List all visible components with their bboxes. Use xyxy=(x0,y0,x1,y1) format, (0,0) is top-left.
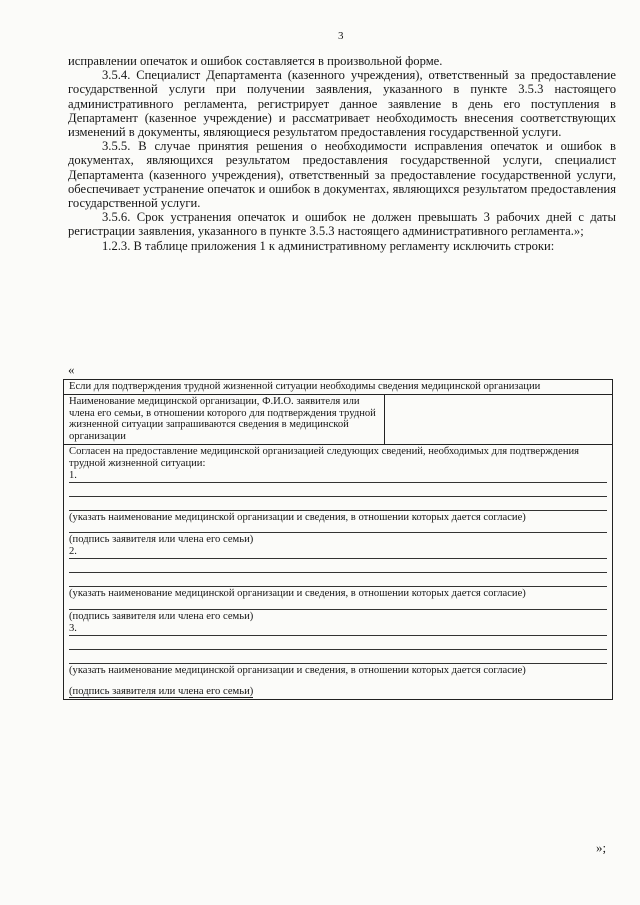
blank-line xyxy=(69,497,607,511)
item-signature-caption: (подпись заявителя или члена его семьи) xyxy=(69,610,254,622)
item-number: 3. xyxy=(69,622,77,634)
blank-line xyxy=(69,636,607,650)
item-note: (указать наименование медицинской организации и сведения, в отношении которых дается согласие) xyxy=(69,511,526,523)
item-note: (указать наименование медицинской организации и сведения, в отношении которых дается согласие) xyxy=(69,588,526,600)
page-number: 3 xyxy=(338,30,344,42)
item-signature-caption: (подпись заявителя или члена его семьи) xyxy=(69,534,254,546)
item-number-line xyxy=(69,623,607,636)
item-number: 2. xyxy=(69,546,77,558)
quote-close: »; xyxy=(596,840,607,855)
blank-line xyxy=(69,559,607,573)
quote-open: « xyxy=(68,362,75,377)
field-value xyxy=(385,394,613,444)
paragraph-3-5-4: 3.5.4. Специалист Департамента (казенного учреждения), ответственный за предоставление государственной услуги при получении заявления, указанного в пункте 3.5.3 настоящего административного регламента, регистрирует данное заявление в день его поступления в Департамент (казенное учреждение) и рассматривает необходимость внесения соответствующих изменений в документы, являющиеся результатом предоставления государственной услуги. xyxy=(68,68,616,140)
consent-item-2 xyxy=(69,546,607,623)
blank-line xyxy=(69,483,607,497)
paragraph-continuation: исправлении опечаток и ошибок составляется в произвольной форме. xyxy=(68,54,443,68)
table-header-row xyxy=(64,380,613,395)
table-header: Если для подтверждения трудной жизненной ситуации необходимы сведения медицинской организации xyxy=(64,380,613,395)
paragraph-1-2-3: 1.2.3. В таблице приложения 1 к административному регламенту исключить строки: xyxy=(102,238,555,253)
consent-row xyxy=(64,444,613,699)
excluded-rows-table xyxy=(63,379,613,700)
field-label: Наименование медицинской организации, Ф.И.О. заявителя или члена его семьи, в отношении которого для подтверждения трудной жизненной ситуации запрашиваются сведения в медицинской организации xyxy=(64,394,385,444)
paragraph-3-5-5: 3.5.5. В случае принятия решения о необходимости исправления опечаток и ошибок в документах, являющихся результатом предоставления государственной услуги, специалист Департамента (казенного учреждения), ответственный за предоставление государственной услуги, обеспечивает устранение опечаток и ошибок в документах, являющихся результатом предоставления государственной услуги. xyxy=(68,139,616,211)
blank-line xyxy=(69,573,607,587)
paragraph-3-5-6: 3.5.6. Срок устранения опечаток и ошибок не должен превышать 3 рабочих дней с даты регистрации заявления, указанного в пункте 3.5.3 настоящего административного регламента.»; xyxy=(68,210,616,239)
signature-line xyxy=(69,600,607,610)
spacer xyxy=(69,677,607,685)
item-number-line xyxy=(69,546,607,559)
item-number: 1. xyxy=(69,469,77,481)
consent-item-3 xyxy=(69,623,607,699)
signature-line xyxy=(69,523,607,533)
item-number-line xyxy=(69,470,607,483)
consent-cell xyxy=(64,444,613,699)
blank-line xyxy=(69,650,607,664)
item-signature-caption: (подпись заявителя или члена его семьи) xyxy=(69,685,254,697)
body-text xyxy=(68,54,616,253)
table-field-row xyxy=(64,394,613,444)
consent-item-1 xyxy=(69,470,607,547)
consent-title: Согласен на предоставление медицинской организацией следующих сведений, необходимых для подтверждения трудной жизненной ситуации: xyxy=(69,445,580,469)
item-note: (указать наименование медицинской организации и сведения, в отношении которых дается согласие) xyxy=(69,664,526,676)
